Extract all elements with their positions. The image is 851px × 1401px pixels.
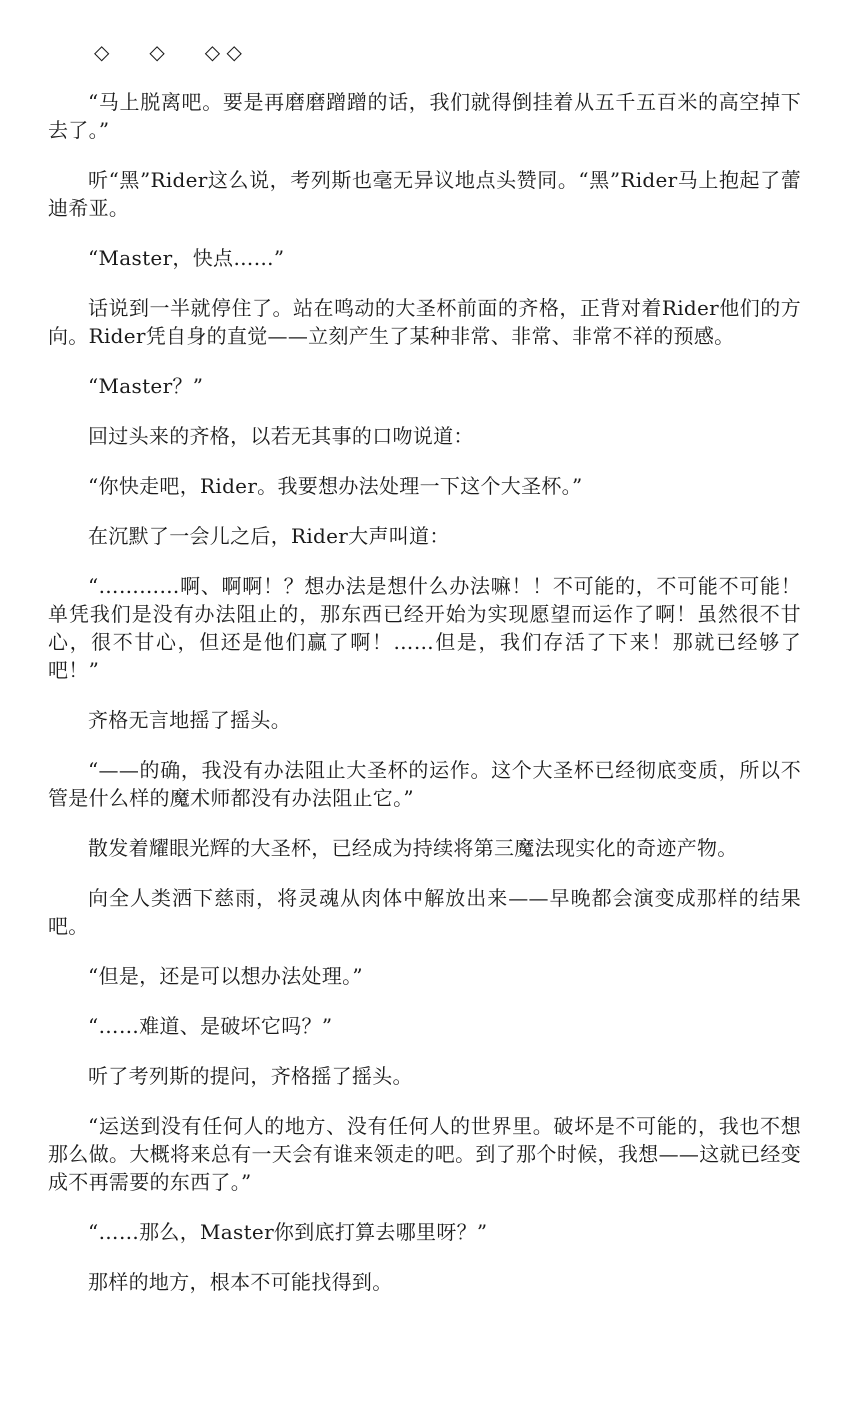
paragraph: “Master？” [88,374,204,398]
paragraph: “你快走吧，Rider。我要想办法处理一下这个大圣杯。” [88,474,583,498]
paragraph: 齐格无言地摇了摇头。 [88,708,291,732]
section-separator: ◇ ◇ ◇ ◇ [94,40,242,64]
paragraph: 听“黑”Rider这么说，考列斯也毫无异议地点头赞同。“黑”Rider马上抱起了蕾迪希亚。 [48,168,801,220]
paragraph: “运送到没有任何人的地方、没有任何人的世界里。破坏是不可能的，我也不想那么做。大概将来总有一天会有谁来领走的吧。到了那个时候，我想——这就已经变成不再需要的东西了。” [48,1114,801,1194]
paragraph: 那样的地方，根本不可能找得到。 [88,1270,393,1294]
paragraph: “……那么，Master你到底打算去哪里呀？” [88,1220,488,1244]
paragraph: 向全人类洒下慈雨，将灵魂从肉体中解放出来——早晚都会演变成那样的结果吧。 [48,886,801,938]
paragraph: 回过头来的齐格，以若无其事的口吻说道： [88,424,474,448]
paragraph: “Master，快点……” [88,246,285,270]
paragraph: 在沉默了一会儿之后，Rider大声叫道： [88,524,450,548]
paragraph: “马上脱离吧。要是再磨磨蹭蹭的话，我们就得倒挂着从五千五百米的高空掉下去了。” [48,90,801,142]
paragraph: “——的确，我没有办法阻止大圣杯的运作。这个大圣杯已经彻底变质，所以不管是什么样的魔术师都没有办法阻止它。” [48,758,801,810]
paragraph: “……难道、是破坏它吗？” [88,1014,333,1038]
paragraph: “但是，还是可以想办法处理。” [88,964,363,988]
paragraph: “…………啊、啊啊！？想办法是想什么办法嘛！！不可能的，不可能不可能！单凭我们是没有办法阻止的，那东西已经开始为实现愿望而运作了啊！虽然很不甘心，很不甘心，但还是他们赢了啊！……但是，我们存活了下来！那就已经够了吧！” [48,574,801,682]
paragraph: 散发着耀眼光辉的大圣杯，已经成为持续将第三魔法现实化的奇迹产物。 [88,836,738,860]
paragraph: 话说到一半就停住了。站在鸣动的大圣杯前面的齐格，正背对着Rider他们的方向。Rider凭自身的直觉——立刻产生了某种非常、非常、非常不祥的预感。 [48,296,801,348]
paragraph: 听了考列斯的提问，齐格摇了摇头。 [88,1064,413,1088]
